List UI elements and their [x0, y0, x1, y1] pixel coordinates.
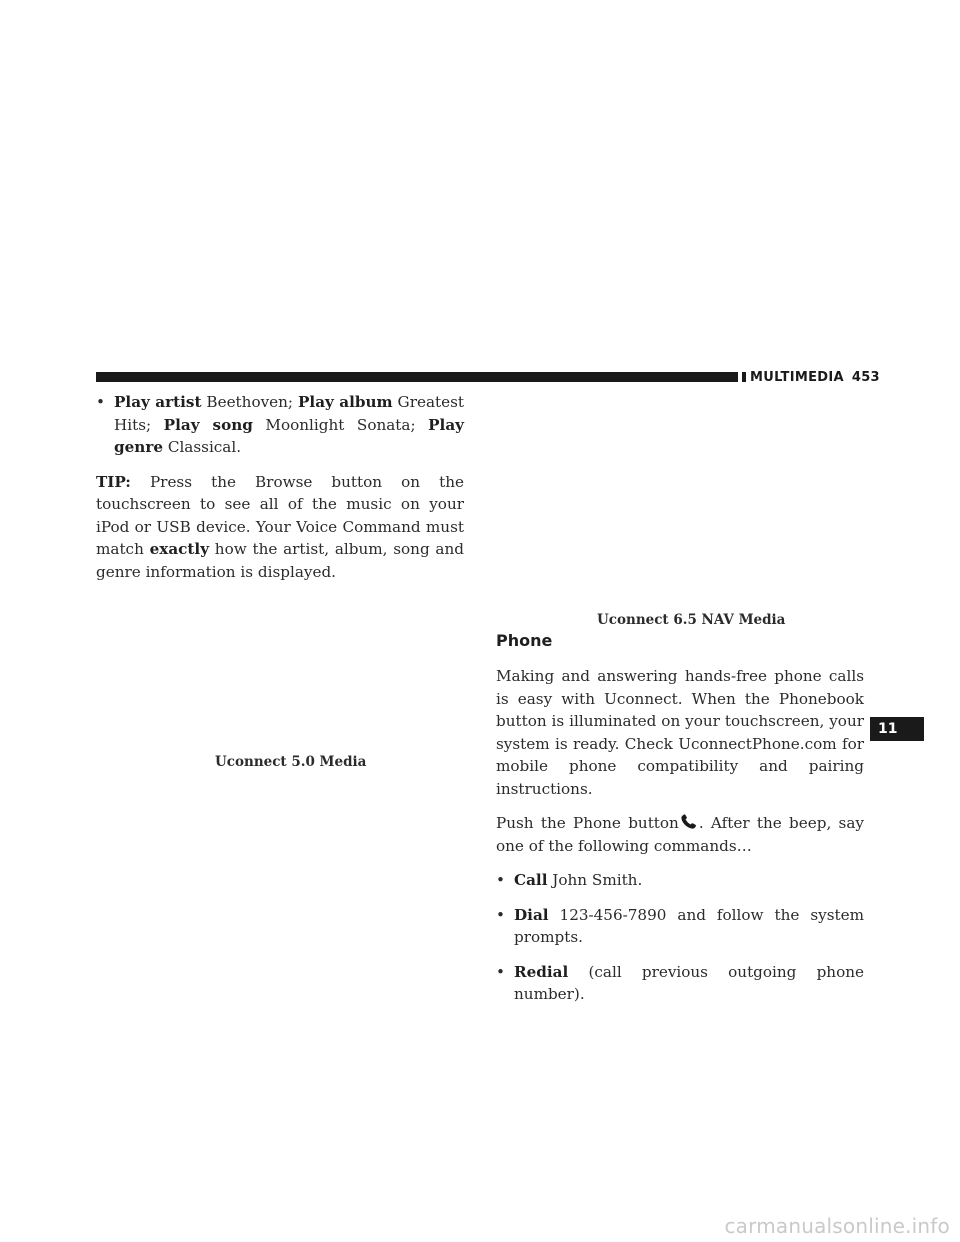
- tip-text: how the artist, album, song and genre information is displayed.: [96, 540, 464, 581]
- section-title: MULTIMEDIA: [750, 370, 844, 385]
- bullet-dot: •: [496, 871, 505, 889]
- command-text: Beethoven;: [201, 393, 298, 411]
- tip-label: TIP:: [96, 472, 131, 491]
- list-item: [496, 869, 864, 892]
- tip-text: Press the Browse button on the touchscreen to see all of the music on your iPod or USB device. Your Voice Command must match: [96, 472, 464, 558]
- push-text: Push the Phone button: [496, 814, 679, 832]
- tip-emphasis: exactly: [149, 540, 210, 558]
- phone-handset-icon: [680, 814, 698, 830]
- command-text: (call previous outgoing phone number).: [514, 962, 864, 1003]
- chapter-tab: 11: [870, 717, 924, 741]
- tip-paragraph: [96, 471, 464, 584]
- command-term: Dial: [514, 905, 549, 924]
- command-term: Play song: [163, 415, 253, 434]
- list-item: [96, 391, 464, 459]
- bullet-dot: •: [496, 962, 505, 981]
- figure-caption-right: Uconnect 6.5 NAV Media: [597, 612, 786, 628]
- command-term: Play genre: [114, 415, 464, 456]
- figure-caption-left: Uconnect 5.0 Media: [215, 754, 367, 770]
- left-column: [96, 391, 464, 595]
- page-number: 453: [851, 370, 880, 385]
- command-text: Classical.: [163, 438, 242, 456]
- right-column: [496, 631, 864, 1018]
- header-rule: [96, 372, 738, 382]
- command-term: Play artist: [114, 393, 202, 411]
- command-term: Redial: [514, 962, 569, 981]
- list-item: [496, 961, 864, 1006]
- command-text: Greatest Hits;: [114, 393, 464, 434]
- command-text: Moonlight Sonata;: [252, 415, 429, 434]
- watermark: carmanualsonline.info: [724, 1214, 950, 1238]
- header-rule-end: [742, 372, 746, 382]
- intro-paragraph: Making and answering hands-free phone calls is easy with Uconnect. When the Phonebook button is illuminated on your touchscreen, your system is ready. Check UconnectPhone.com for mobile phone compatibility and pairing instructions.: [496, 667, 864, 798]
- bullet-dot: •: [96, 393, 105, 411]
- command-text: John Smith.: [547, 871, 643, 889]
- list-item: [496, 904, 864, 949]
- command-text: 123-456-7890 and follow the system prompts.: [514, 905, 864, 946]
- push-text: . After the beep, say one of the following commands…: [496, 814, 864, 855]
- running-header: [750, 370, 880, 385]
- section-heading: Phone: [496, 631, 553, 650]
- push-paragraph: [496, 812, 864, 857]
- bullet-dot: •: [496, 905, 505, 924]
- command-term: Call: [514, 871, 548, 889]
- command-term: Play album: [298, 393, 393, 411]
